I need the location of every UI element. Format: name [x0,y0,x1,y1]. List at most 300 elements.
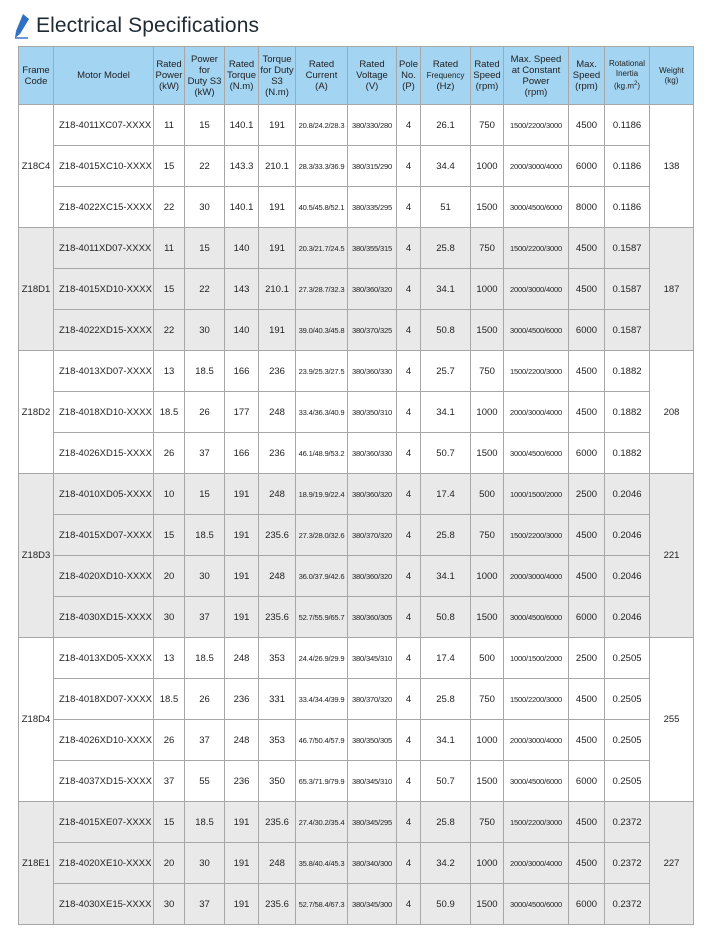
rotational-inertia-cell: 0.2372 [605,802,650,843]
motor-model-cell: Z18-4011XD07-XXXX [54,228,154,269]
pole-no-cell: 4 [397,597,421,638]
max-speed-constant-power-cell: 1500/2200/3000 [504,228,569,269]
rated-power-cell: 13 [154,351,185,392]
rated-speed-cell: 1000 [471,269,504,310]
rated-speed-cell: 1500 [471,884,504,925]
header-rated-current: Rated Current (A) [296,47,348,105]
rated-voltage-cell: 380/370/320 [348,679,397,720]
torque-duty-s3-cell: 191 [259,105,296,146]
max-speed-cell: 4500 [569,269,605,310]
header-frame-code: Frame Code [19,47,54,105]
motor-model-cell: Z18-4026XD10-XXXX [54,720,154,761]
rated-torque-cell: 191 [225,802,259,843]
max-speed-cell: 6000 [569,433,605,474]
rated-voltage-cell: 380/330/280 [348,105,397,146]
rated-voltage-cell: 380/345/310 [348,761,397,802]
max-speed-constant-power-cell: 2000/3000/4000 [504,146,569,187]
rated-current-cell: 27.3/28.7/32.3 [296,269,348,310]
table-row [19,761,694,802]
table-row [19,597,694,638]
torque-duty-s3-cell: 331 [259,679,296,720]
rotational-inertia-cell: 0.2046 [605,474,650,515]
rated-voltage-cell: 380/360/305 [348,597,397,638]
torque-duty-s3-cell: 248 [259,556,296,597]
weight-cell: 187 [650,228,694,351]
rated-power-cell: 13 [154,638,185,679]
max-speed-cell: 4500 [569,105,605,146]
table-body [19,105,694,925]
power-duty-s3-cell: 18.5 [185,638,225,679]
torque-duty-s3-cell: 236 [259,433,296,474]
max-speed-constant-power-cell: 1000/1500/2000 [504,638,569,679]
max-speed-constant-power-cell: 2000/3000/4000 [504,556,569,597]
pole-no-cell: 4 [397,761,421,802]
rated-speed-cell: 750 [471,515,504,556]
table-row [19,515,694,556]
rated-torque-cell: 248 [225,638,259,679]
motor-model-cell: Z18-4010XD05-XXXX [54,474,154,515]
max-speed-constant-power-cell: 2000/3000/4000 [504,269,569,310]
power-duty-s3-cell: 37 [185,597,225,638]
rated-voltage-cell: 380/370/325 [348,310,397,351]
rated-current-cell: 24.4/26.9/29.9 [296,638,348,679]
rotational-inertia-cell: 0.2505 [605,720,650,761]
rated-voltage-cell: 380/355/315 [348,228,397,269]
motor-model-cell: Z18-4018XD10-XXXX [54,392,154,433]
max-speed-constant-power-cell: 1500/2200/3000 [504,802,569,843]
max-speed-constant-power-cell: 3000/4500/6000 [504,884,569,925]
motor-model-cell: Z18-4015XC10-XXXX [54,146,154,187]
motor-model-cell: Z18-4018XD07-XXXX [54,679,154,720]
frame-code-cell: Z18D4 [19,638,54,802]
rated-current-cell: 40.5/45.8/52.1 [296,187,348,228]
rotational-inertia-cell: 0.2505 [605,679,650,720]
header-rated-frequency: Rated Frequency (Hz) [421,47,471,105]
page-title: Electrical Specifications [36,14,260,37]
torque-duty-s3-cell: 235.6 [259,884,296,925]
table-row [19,474,694,515]
rated-torque-cell: 191 [225,597,259,638]
header-pole-no: Pole No. (P) [397,47,421,105]
pole-no-cell: 4 [397,884,421,925]
rated-frequency-cell: 25.7 [421,351,471,392]
rated-power-cell: 30 [154,597,185,638]
torque-duty-s3-cell: 248 [259,843,296,884]
motor-model-cell: Z18-4015XD07-XXXX [54,515,154,556]
rated-current-cell: 39.0/40.3/45.8 [296,310,348,351]
rotational-inertia-cell: 0.1587 [605,228,650,269]
rated-current-cell: 52.7/55.9/65.7 [296,597,348,638]
rated-speed-cell: 1500 [471,761,504,802]
pole-no-cell: 4 [397,515,421,556]
rated-power-cell: 11 [154,228,185,269]
torque-duty-s3-cell: 235.6 [259,802,296,843]
max-speed-cell: 4500 [569,228,605,269]
frame-code-cell: Z18D3 [19,474,54,638]
rated-voltage-cell: 380/335/295 [348,187,397,228]
rated-voltage-cell: 380/340/300 [348,843,397,884]
rated-torque-cell: 191 [225,843,259,884]
rated-frequency-cell: 34.1 [421,269,471,310]
rated-voltage-cell: 380/350/310 [348,392,397,433]
rated-voltage-cell: 380/350/305 [348,720,397,761]
torque-duty-s3-cell: 210.1 [259,269,296,310]
rated-speed-cell: 1500 [471,187,504,228]
rated-torque-cell: 166 [225,351,259,392]
power-duty-s3-cell: 22 [185,146,225,187]
rated-voltage-cell: 380/345/295 [348,802,397,843]
rated-voltage-cell: 380/370/320 [348,515,397,556]
max-speed-constant-power-cell: 1500/2200/3000 [504,515,569,556]
max-speed-cell: 4500 [569,720,605,761]
max-speed-constant-power-cell: 2000/3000/4000 [504,843,569,884]
weight-cell: 208 [650,351,694,474]
rated-torque-cell: 143 [225,269,259,310]
rated-speed-cell: 1000 [471,392,504,433]
torque-duty-s3-cell: 236 [259,351,296,392]
motor-model-cell: Z18-4015XD10-XXXX [54,269,154,310]
power-duty-s3-cell: 22 [185,269,225,310]
pole-no-cell: 4 [397,269,421,310]
rated-frequency-cell: 17.4 [421,638,471,679]
rated-power-cell: 26 [154,720,185,761]
rated-torque-cell: 236 [225,761,259,802]
rated-power-cell: 18.5 [154,392,185,433]
table-row [19,556,694,597]
motor-model-cell: Z18-4015XE07-XXXX [54,802,154,843]
rotational-inertia-cell: 0.2046 [605,515,650,556]
rated-power-cell: 30 [154,884,185,925]
torque-duty-s3-cell: 235.6 [259,515,296,556]
max-speed-constant-power-cell: 1500/2200/3000 [504,679,569,720]
max-speed-cell: 2500 [569,638,605,679]
header-rated-speed: Rated Speed (rpm) [471,47,504,105]
header-weight: Weight (kg) [650,47,694,105]
rated-current-cell: 18.9/19.9/22.4 [296,474,348,515]
rated-torque-cell: 140 [225,310,259,351]
pole-no-cell: 4 [397,556,421,597]
motor-model-cell: Z18-4020XD10-XXXX [54,556,154,597]
power-duty-s3-cell: 37 [185,884,225,925]
rated-current-cell: 35.8/40.4/45.3 [296,843,348,884]
rotational-inertia-cell: 0.1186 [605,187,650,228]
max-speed-cell: 6000 [569,146,605,187]
motor-model-cell: Z18-4030XD15-XXXX [54,597,154,638]
motor-model-cell: Z18-4013XD07-XXXX [54,351,154,392]
rated-torque-cell: 236 [225,679,259,720]
max-speed-cell: 8000 [569,187,605,228]
rated-voltage-cell: 380/315/290 [348,146,397,187]
motor-model-cell: Z18-4037XD15-XXXX [54,761,154,802]
motor-model-cell: Z18-4011XC07-XXXX [54,105,154,146]
rated-torque-cell: 166 [225,433,259,474]
rated-torque-cell: 191 [225,515,259,556]
max-speed-cell: 4500 [569,515,605,556]
table-row [19,187,694,228]
rated-current-cell: 23.9/25.3/27.5 [296,351,348,392]
rated-frequency-cell: 34.1 [421,392,471,433]
rated-speed-cell: 1500 [471,433,504,474]
rated-power-cell: 37 [154,761,185,802]
power-duty-s3-cell: 37 [185,720,225,761]
power-duty-s3-cell: 55 [185,761,225,802]
rated-torque-cell: 177 [225,392,259,433]
motor-model-cell: Z18-4013XD05-XXXX [54,638,154,679]
rated-voltage-cell: 380/360/320 [348,556,397,597]
rated-power-cell: 11 [154,105,185,146]
rated-frequency-cell: 34.2 [421,843,471,884]
torque-duty-s3-cell: 191 [259,310,296,351]
rated-voltage-cell: 380/360/320 [348,474,397,515]
header-torque-duty-s3: Torque for Duty S3 (N.m) [259,47,296,105]
rated-current-cell: 46.7/50.4/57.9 [296,720,348,761]
max-speed-cell: 2500 [569,474,605,515]
table-row [19,269,694,310]
rated-torque-cell: 248 [225,720,259,761]
power-duty-s3-cell: 26 [185,392,225,433]
rotational-inertia-cell: 0.1882 [605,392,650,433]
rated-power-cell: 18.5 [154,679,185,720]
rated-voltage-cell: 380/360/330 [348,433,397,474]
rated-speed-cell: 1000 [471,843,504,884]
rated-torque-cell: 191 [225,556,259,597]
rated-speed-cell: 1000 [471,146,504,187]
power-duty-s3-cell: 30 [185,310,225,351]
rotational-inertia-cell: 0.2505 [605,638,650,679]
rated-frequency-cell: 26.1 [421,105,471,146]
max-speed-constant-power-cell: 1500/2200/3000 [504,105,569,146]
rated-frequency-cell: 25.8 [421,228,471,269]
rated-speed-cell: 500 [471,638,504,679]
weight-cell: 138 [650,105,694,228]
rotational-inertia-cell: 0.2046 [605,597,650,638]
pole-no-cell: 4 [397,351,421,392]
max-speed-constant-power-cell: 2000/3000/4000 [504,392,569,433]
max-speed-cell: 4500 [569,802,605,843]
header-max-speed-constant-power: Max. Speed at Constant Power (rpm) [504,47,569,105]
frame-code-cell: Z18E1 [19,802,54,925]
rated-current-cell: 33.4/34.4/39.9 [296,679,348,720]
header-power-duty-s3: Power for Duty S3 (kW) [185,47,225,105]
max-speed-cell: 6000 [569,884,605,925]
power-duty-s3-cell: 15 [185,228,225,269]
rotational-inertia-cell: 0.2372 [605,884,650,925]
rated-speed-cell: 750 [471,105,504,146]
table-row [19,351,694,392]
rated-power-cell: 10 [154,474,185,515]
table-header-row [19,47,694,105]
torque-duty-s3-cell: 191 [259,187,296,228]
pole-no-cell: 4 [397,843,421,884]
pole-no-cell: 4 [397,638,421,679]
max-speed-constant-power-cell: 2000/3000/4000 [504,720,569,761]
motor-model-cell: Z18-4022XC15-XXXX [54,187,154,228]
rotational-inertia-cell: 0.1882 [605,433,650,474]
pole-no-cell: 4 [397,146,421,187]
table-row [19,802,694,843]
torque-duty-s3-cell: 248 [259,392,296,433]
torque-duty-s3-cell: 235.6 [259,597,296,638]
max-speed-constant-power-cell: 3000/4500/6000 [504,433,569,474]
rated-frequency-cell: 34.1 [421,720,471,761]
rated-torque-cell: 191 [225,474,259,515]
rated-speed-cell: 1000 [471,556,504,597]
max-speed-constant-power-cell: 3000/4500/6000 [504,761,569,802]
weight-cell: 255 [650,638,694,802]
motor-model-cell: Z18-4026XD15-XXXX [54,433,154,474]
motor-model-cell: Z18-4022XD15-XXXX [54,310,154,351]
pole-no-cell: 4 [397,392,421,433]
torque-duty-s3-cell: 350 [259,761,296,802]
max-speed-cell: 4500 [569,843,605,884]
table-row [19,146,694,187]
power-duty-s3-cell: 15 [185,474,225,515]
header-rated-torque: Rated Torque (N.m) [225,47,259,105]
rated-speed-cell: 500 [471,474,504,515]
rated-current-cell: 65.3/71.9/79.9 [296,761,348,802]
rated-frequency-cell: 25.8 [421,802,471,843]
max-speed-cell: 4500 [569,679,605,720]
power-duty-s3-cell: 18.5 [185,802,225,843]
rated-power-cell: 20 [154,843,185,884]
rated-torque-cell: 140.1 [225,105,259,146]
rotational-inertia-cell: 0.1186 [605,105,650,146]
rated-frequency-cell: 50.8 [421,310,471,351]
pole-no-cell: 4 [397,802,421,843]
rated-speed-cell: 750 [471,351,504,392]
rated-torque-cell: 191 [225,884,259,925]
torque-duty-s3-cell: 248 [259,474,296,515]
rated-speed-cell: 1000 [471,720,504,761]
torque-duty-s3-cell: 210.1 [259,146,296,187]
header-rotational-inertia: Rotational Inertia $(kg.m^2)$ [605,47,650,105]
max-speed-cell: 4500 [569,556,605,597]
rated-power-cell: 20 [154,556,185,597]
rated-frequency-cell: 51 [421,187,471,228]
max-speed-constant-power-cell: 3000/4500/6000 [504,187,569,228]
rated-frequency-cell: 17.4 [421,474,471,515]
motor-model-cell: Z18-4030XE15-XXXX [54,884,154,925]
rated-frequency-cell: 25.8 [421,679,471,720]
pole-no-cell: 4 [397,720,421,761]
rated-frequency-cell: 50.9 [421,884,471,925]
power-duty-s3-cell: 30 [185,556,225,597]
pen-icon [14,13,30,39]
rated-speed-cell: 750 [471,679,504,720]
rated-voltage-cell: 380/345/300 [348,884,397,925]
max-speed-cell: 6000 [569,597,605,638]
rated-frequency-cell: 34.4 [421,146,471,187]
rotational-inertia-cell: 0.2372 [605,843,650,884]
rated-torque-cell: 140 [225,228,259,269]
max-speed-cell: 4500 [569,351,605,392]
table-row [19,884,694,925]
power-duty-s3-cell: 26 [185,679,225,720]
pole-no-cell: 4 [397,187,421,228]
power-duty-s3-cell: 18.5 [185,351,225,392]
rated-voltage-cell: 380/360/330 [348,351,397,392]
header-rated-voltage: Rated Voltage (V) [348,47,397,105]
weight-cell: 221 [650,474,694,638]
rated-current-cell: 28.3/33.3/36.9 [296,146,348,187]
motor-model-cell: Z18-4020XE10-XXXX [54,843,154,884]
power-duty-s3-cell: 18.5 [185,515,225,556]
rated-power-cell: 15 [154,269,185,310]
rated-power-cell: 15 [154,515,185,556]
rated-current-cell: 33.4/36.3/40.9 [296,392,348,433]
rated-current-cell: 27.3/28.0/32.6 [296,515,348,556]
max-speed-constant-power-cell: 1000/1500/2000 [504,474,569,515]
table-row [19,720,694,761]
pole-no-cell: 4 [397,474,421,515]
rated-frequency-cell: 34.1 [421,556,471,597]
rated-power-cell: 22 [154,310,185,351]
rated-current-cell: 36.0/37.9/42.6 [296,556,348,597]
rated-current-cell: 20.3/21.7/24.5 [296,228,348,269]
power-duty-s3-cell: 30 [185,187,225,228]
rotational-inertia-cell: 0.1186 [605,146,650,187]
rotational-inertia-cell: 0.2505 [605,761,650,802]
rated-power-cell: 26 [154,433,185,474]
rated-torque-cell: 143.3 [225,146,259,187]
table-row [19,105,694,146]
max-speed-constant-power-cell: 3000/4500/6000 [504,310,569,351]
pole-no-cell: 4 [397,679,421,720]
rotational-inertia-cell: 0.1587 [605,310,650,351]
torque-duty-s3-cell: 353 [259,720,296,761]
pole-no-cell: 4 [397,310,421,351]
header-rated-power: Rated Power (kW) [154,47,185,105]
frame-code-cell: Z18D1 [19,228,54,351]
rated-torque-cell: 140.1 [225,187,259,228]
pole-no-cell: 4 [397,433,421,474]
rated-voltage-cell: 380/345/310 [348,638,397,679]
rated-frequency-cell: 50.7 [421,433,471,474]
table-row [19,310,694,351]
table-row [19,638,694,679]
rated-frequency-cell: 50.7 [421,761,471,802]
header-max-speed: Max. Speed (rpm) [569,47,605,105]
rated-speed-cell: 1500 [471,310,504,351]
pole-no-cell: 4 [397,105,421,146]
frame-code-cell: Z18C4 [19,105,54,228]
rotational-inertia-cell: 0.2046 [605,556,650,597]
rated-speed-cell: 750 [471,802,504,843]
table-row [19,392,694,433]
page-header [14,10,259,42]
header-motor-model: Motor Model [54,47,154,105]
rated-frequency-cell: 50.8 [421,597,471,638]
power-duty-s3-cell: 30 [185,843,225,884]
rated-current-cell: 52.7/58.4/67.3 [296,884,348,925]
power-duty-s3-cell: 15 [185,105,225,146]
rotational-inertia-cell: 0.1587 [605,269,650,310]
rated-speed-cell: 1500 [471,597,504,638]
max-speed-cell: 6000 [569,310,605,351]
rated-power-cell: 15 [154,146,185,187]
weight-cell: 227 [650,802,694,925]
frame-code-cell: Z18D2 [19,351,54,474]
electrical-spec-table [18,46,694,925]
table-row [19,679,694,720]
max-speed-constant-power-cell: 1500/2200/3000 [504,351,569,392]
torque-duty-s3-cell: 191 [259,228,296,269]
rated-frequency-cell: 25.8 [421,515,471,556]
max-speed-cell: 4500 [569,392,605,433]
table-row [19,843,694,884]
rated-speed-cell: 750 [471,228,504,269]
power-duty-s3-cell: 37 [185,433,225,474]
